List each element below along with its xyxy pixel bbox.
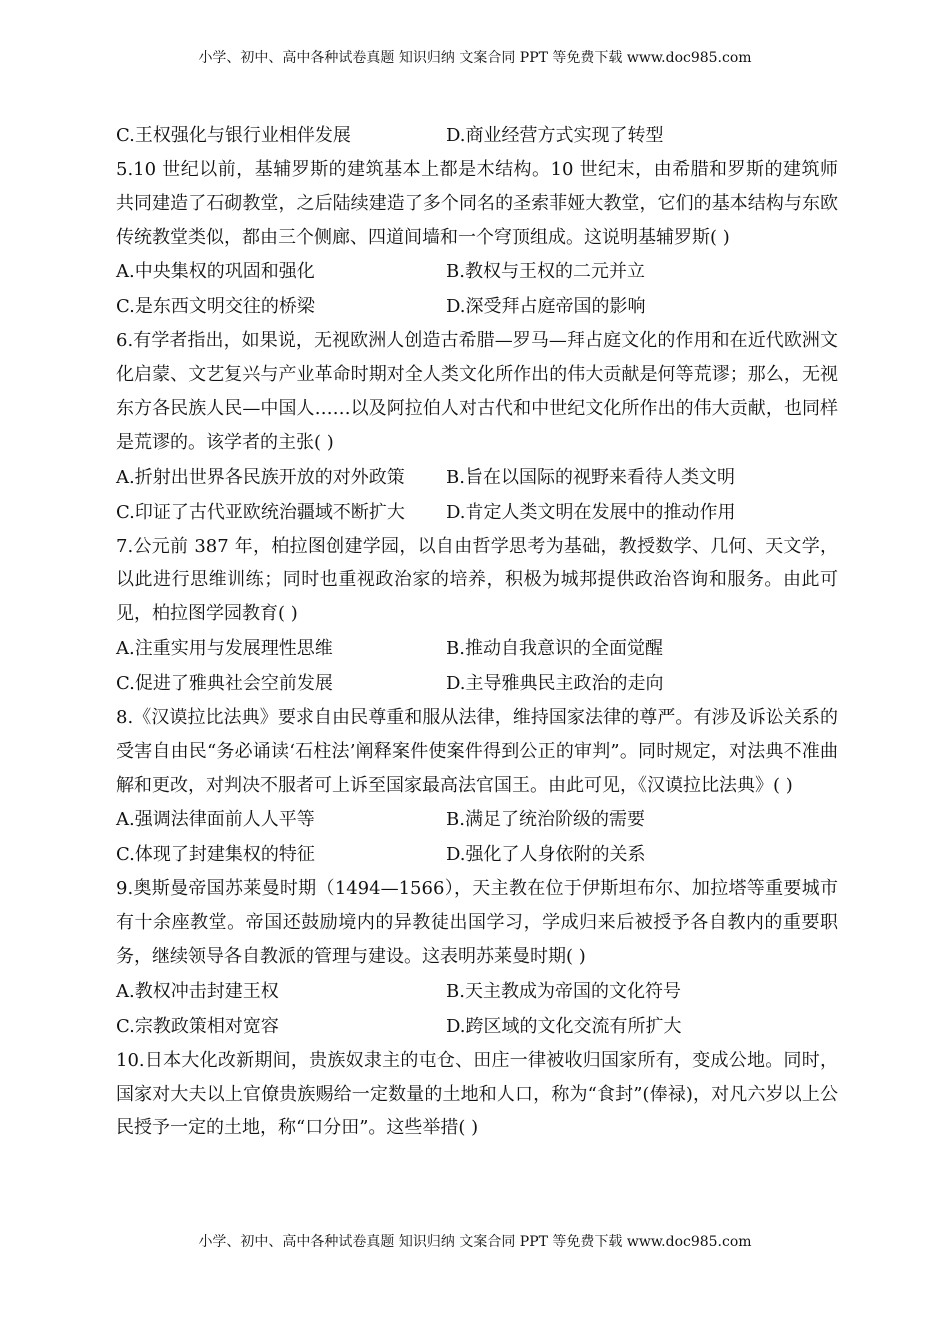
question-stem: 7.公元前 387 年，柏拉图创建学园，以自由哲学思考为基础，教授数学、几何、天文学，以此进行思维训练；同时也重视政治家的培养，积极为城邦提供政治咨询和服务。由此可见，柏拉图学园教育( ) <box>116 535 838 625</box>
option-b: B.满足了统治阶级的需要 <box>446 809 645 831</box>
question-5 <box>116 153 838 324</box>
options-row <box>116 254 838 289</box>
options-row <box>116 631 838 666</box>
question-stem: 9.奥斯曼帝国苏莱曼时期（1494—1566），天主教在位于伊斯坦布尔、加拉塔等重要城市有十余座教堂。帝国还鼓励境内的异教徒出国学习，学成归来后被授予各自教内的重要职务，继续领导各自教派的管理与建设。这表明苏莱曼时期( ) <box>116 878 838 967</box>
option-d: D.肯定人类文明在发展中的推动作用 <box>446 501 736 523</box>
options-row <box>116 974 838 1009</box>
options-row <box>116 495 838 530</box>
option-a: A.注重实用与发展理性思维 <box>116 637 333 659</box>
question-9 <box>116 872 838 1043</box>
option-a: A.中央集权的巩固和强化 <box>116 261 315 283</box>
option-b: B.旨在以国际的视野来看待人类文明 <box>446 466 735 488</box>
option-d: D.深受拜占庭帝国的影响 <box>446 296 646 318</box>
option-a: A.教权冲击封建王权 <box>116 980 279 1002</box>
option-b: B.推动自我意识的全面觉醒 <box>446 637 663 659</box>
option-d: D.主导雅典民主政治的走向 <box>446 672 664 694</box>
options-row <box>116 460 838 495</box>
option-c: C.体现了封建集权的特征 <box>116 844 315 866</box>
options-row <box>116 118 838 153</box>
question-8 <box>116 701 838 872</box>
options-row <box>116 289 838 324</box>
question-stem: 6.有学者指出，如果说，无视欧洲人创造古希腊—罗马—拜占庭文化的作用和在近代欧洲文化启蒙、文艺复兴与产业革命时期对全人类文化所作出的伟大贡献是何等荒谬；那么，无视东方各民族人民—中国人……以及阿拉伯人对古代和中世纪文化所作出的伟大贡献，也同样是荒谬的。该学者的主张( ) <box>116 330 838 453</box>
options-row <box>116 666 838 701</box>
option-b: B.天主教成为帝国的文化符号 <box>446 980 681 1002</box>
option-c: C.促进了雅典社会空前发展 <box>116 672 333 694</box>
option-c: C.是东西文明交往的桥梁 <box>116 296 315 318</box>
header-banner: 小学、初中、高中各种试卷真题 知识归纳 文案合同 PPT 等免费下载 www.doc985.com <box>198 50 752 66</box>
option-a: A.强调法律面前人人平等 <box>116 809 315 831</box>
question-10 <box>116 1044 838 1145</box>
options-row <box>116 837 838 872</box>
option-d: D.强化了人身依附的关系 <box>446 844 646 866</box>
options-row <box>116 1009 838 1044</box>
option-c: C.宗教政策相对宽容 <box>116 1015 279 1037</box>
option-d: D.跨区域的文化交流有所扩大 <box>446 1015 682 1037</box>
question-stem: 5.10 世纪以前，基辅罗斯的建筑基本上都是木结构。10 世纪末，由希腊和罗斯的建筑师共同建造了石砌教堂，之后陆续建造了多个同名的圣索菲娅大教堂，它们的基本结构与东欧传统教堂类似，都由三个侧廊、四道间墙和一个穹顶组成。这说明基辅罗斯( ) <box>116 159 838 248</box>
option-a: A.折射出世界各民族开放的对外政策 <box>116 466 405 488</box>
question-6 <box>116 324 838 529</box>
option-c: C.王权强化与银行业相伴发展 <box>116 125 351 146</box>
option-c: C.印证了古代亚欧统治疆域不断扩大 <box>116 501 405 523</box>
question-stem: 10.日本大化改新期间，贵族奴隶主的屯仓、田庄一律被收归国家所有，变成公地。同时，国家对大夫以上官僚贵族赐给一定数量的土地和人口，称为“食封”(俸禄)，对凡六岁以上公民授予一定的土地，称“口分田”。这些举措( ) <box>116 1049 838 1139</box>
question-7 <box>116 530 838 701</box>
options-row <box>116 802 838 837</box>
exam-content <box>116 118 838 1145</box>
option-d: D.商业经营方式实现了转型 <box>446 125 664 146</box>
option-b: B.教权与王权的二元并立 <box>446 261 645 283</box>
question-stem: 8.《汉谟拉比法典》要求自由民尊重和服从法律，维持国家法律的尊严。有涉及诉讼关系的受害自由民“务必诵读‘石柱法’阐释案件使案件得到公正的审判”。同时规定，对法典不准曲解和更改，对判决不服者可上诉至国家最高法官国王。由此可见，《汉谟拉比法典》( ) <box>116 706 838 796</box>
footer-banner: 小学、初中、高中各种试卷真题 知识归纳 文案合同 PPT 等免费下载 www.doc985.com <box>198 1234 752 1250</box>
